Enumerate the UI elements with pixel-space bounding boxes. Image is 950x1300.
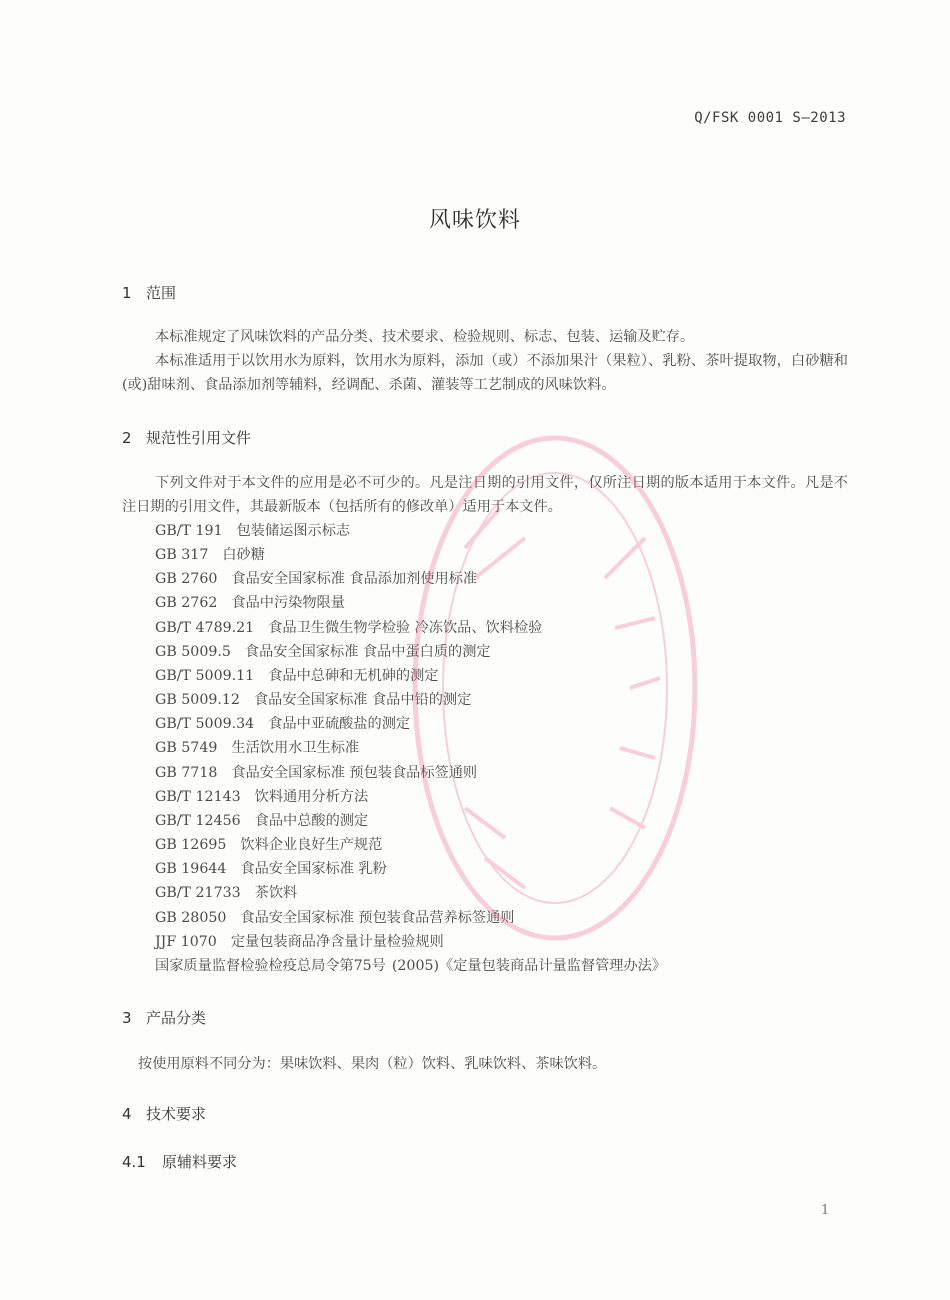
reference-item: [155, 736, 666, 760]
reference-list: [155, 519, 666, 978]
reference-title: 食品安全国家标准 预包装食品标签通则: [231, 764, 478, 781]
section-number: 1: [122, 284, 132, 302]
reference-code: GB 5749: [155, 740, 218, 757]
reference-item: [155, 543, 666, 567]
section-title: 产品分类: [146, 1009, 207, 1027]
reference-code: GB 5009.12: [155, 692, 240, 709]
reference-title: 茶饮料: [254, 885, 298, 902]
reference-title: 食品安全国家标准 食品中蛋白质的测定: [244, 643, 491, 660]
reference-item: [155, 930, 666, 954]
reference-title: 白砂糖: [222, 547, 265, 564]
reference-item: [155, 785, 666, 809]
reference-title: 食品中污染物限量: [231, 595, 345, 612]
reference-title: 食品安全国家标准 预包装食品营养标签通则: [240, 909, 515, 926]
reference-item: [155, 519, 666, 543]
references-intro: 下列文件对于本文件的应用是必不可少的。凡是注日期的引用文件，仅所注日期的版本适用于本文件。凡是不注日期的引用文件，其最新版本（包括所有的修改单）适用于本文件。: [122, 475, 848, 515]
standard-code: Q/FSK 0001 S—2013: [694, 110, 846, 126]
reference-item: [155, 712, 666, 736]
section-number: 2: [122, 429, 132, 447]
page-title: 风味饮料: [428, 208, 521, 233]
reference-title: 食品中总砷和无机砷的测定: [268, 667, 439, 684]
reference-code: GB 317: [155, 547, 209, 564]
reference-code: GB/T 12143: [155, 788, 241, 805]
reference-code: GB 2762: [155, 595, 218, 612]
reference-code: GB 5009.5: [155, 643, 231, 660]
reference-title: 饮料企业良好生产规范: [240, 837, 383, 854]
reference-item: [155, 616, 666, 640]
reference-item: [155, 688, 666, 712]
reference-code: GB/T 191: [155, 523, 223, 539]
reference-title: 生活饮用水卫生标准: [231, 740, 360, 757]
section-3-heading: [122, 1007, 206, 1028]
reference-item: [155, 954, 666, 978]
reference-title: 食品安全国家标准 食品中铅的测定: [253, 692, 472, 709]
reference-title: (2005)《定量包装商品计量监督管理办法》: [391, 957, 667, 974]
reference-item: [155, 809, 666, 833]
scope-paragraph-1: 本标准规定了风味饮料的产品分类、技术要求、检验规则、标志、包装、运输及贮存。: [155, 329, 695, 345]
reference-code: GB/T 5009.34: [155, 716, 255, 733]
section-number: 4.1: [122, 1153, 146, 1171]
reference-code: GB/T 4789.21: [155, 619, 255, 636]
section-number: 4: [122, 1105, 132, 1123]
section-2-heading: [122, 427, 251, 448]
section-title: 技术要求: [146, 1105, 207, 1123]
reference-item: [155, 591, 666, 615]
reference-item: [155, 881, 666, 905]
page-number: 1: [821, 1203, 830, 1218]
reference-code: GB/T 5009.11: [155, 667, 255, 684]
reference-code: GB 28050: [155, 909, 227, 926]
reference-code: JJF 1070: [155, 933, 217, 950]
reference-title: 食品安全国家标准 乳粉: [240, 861, 387, 878]
reference-title: 食品中亚硫酸盐的测定: [268, 716, 411, 733]
section-1-heading: [122, 282, 176, 303]
classification-text: 按使用原料不同分为：果味饮料、果肉（粒）饮料、乳味饮料、茶味饮料。: [138, 1056, 607, 1072]
reference-item: [155, 664, 666, 688]
reference-item: [155, 906, 666, 930]
reference-code: GB 2760: [155, 571, 218, 588]
reference-item: [155, 833, 666, 857]
reference-code: GB 12695: [155, 837, 227, 854]
reference-code: GB 7718: [155, 764, 218, 781]
section-title: 范围: [146, 284, 177, 302]
reference-title: 食品安全国家标准 食品添加剂使用标准: [231, 571, 478, 588]
reference-title: 定量包装商品净含量计量检验规则: [230, 933, 444, 950]
section-4-1-heading: [122, 1151, 237, 1172]
scope-paragraph-2: 本标准适用于以饮用水为原料，饮用水为原料，添加（或）不添加果汁（果粒）、乳粉、茶叶提取物，白砂糖和(或)甜味剂、食品添加剂等辅料，经调配、杀菌、灌装等工艺制成的风味饮料。: [122, 353, 848, 393]
section-number: 3: [122, 1009, 132, 1027]
reference-code: 国家质量监督检验检疫总局令第75号: [155, 957, 386, 974]
reference-code: GB/T 21733: [155, 885, 241, 902]
reference-item: [155, 857, 666, 881]
reference-code: GB/T 12456: [155, 812, 241, 829]
reference-title: 饮料通用分析方法: [254, 788, 369, 805]
reference-title: 包装储运图示标志: [236, 523, 351, 539]
reference-code: GB 19644: [155, 861, 227, 878]
reference-item: [155, 567, 666, 591]
reference-item: [155, 640, 666, 664]
section-title: 规范性引用文件: [146, 429, 252, 447]
section-title: 原辅料要求: [162, 1153, 238, 1171]
reference-title: 食品中总酸的测定: [254, 812, 369, 829]
reference-item: [155, 761, 666, 785]
reference-title: 食品卫生微生物学检验 冷冻饮品、饮料检验: [268, 619, 543, 636]
section-4-heading: [122, 1103, 206, 1124]
